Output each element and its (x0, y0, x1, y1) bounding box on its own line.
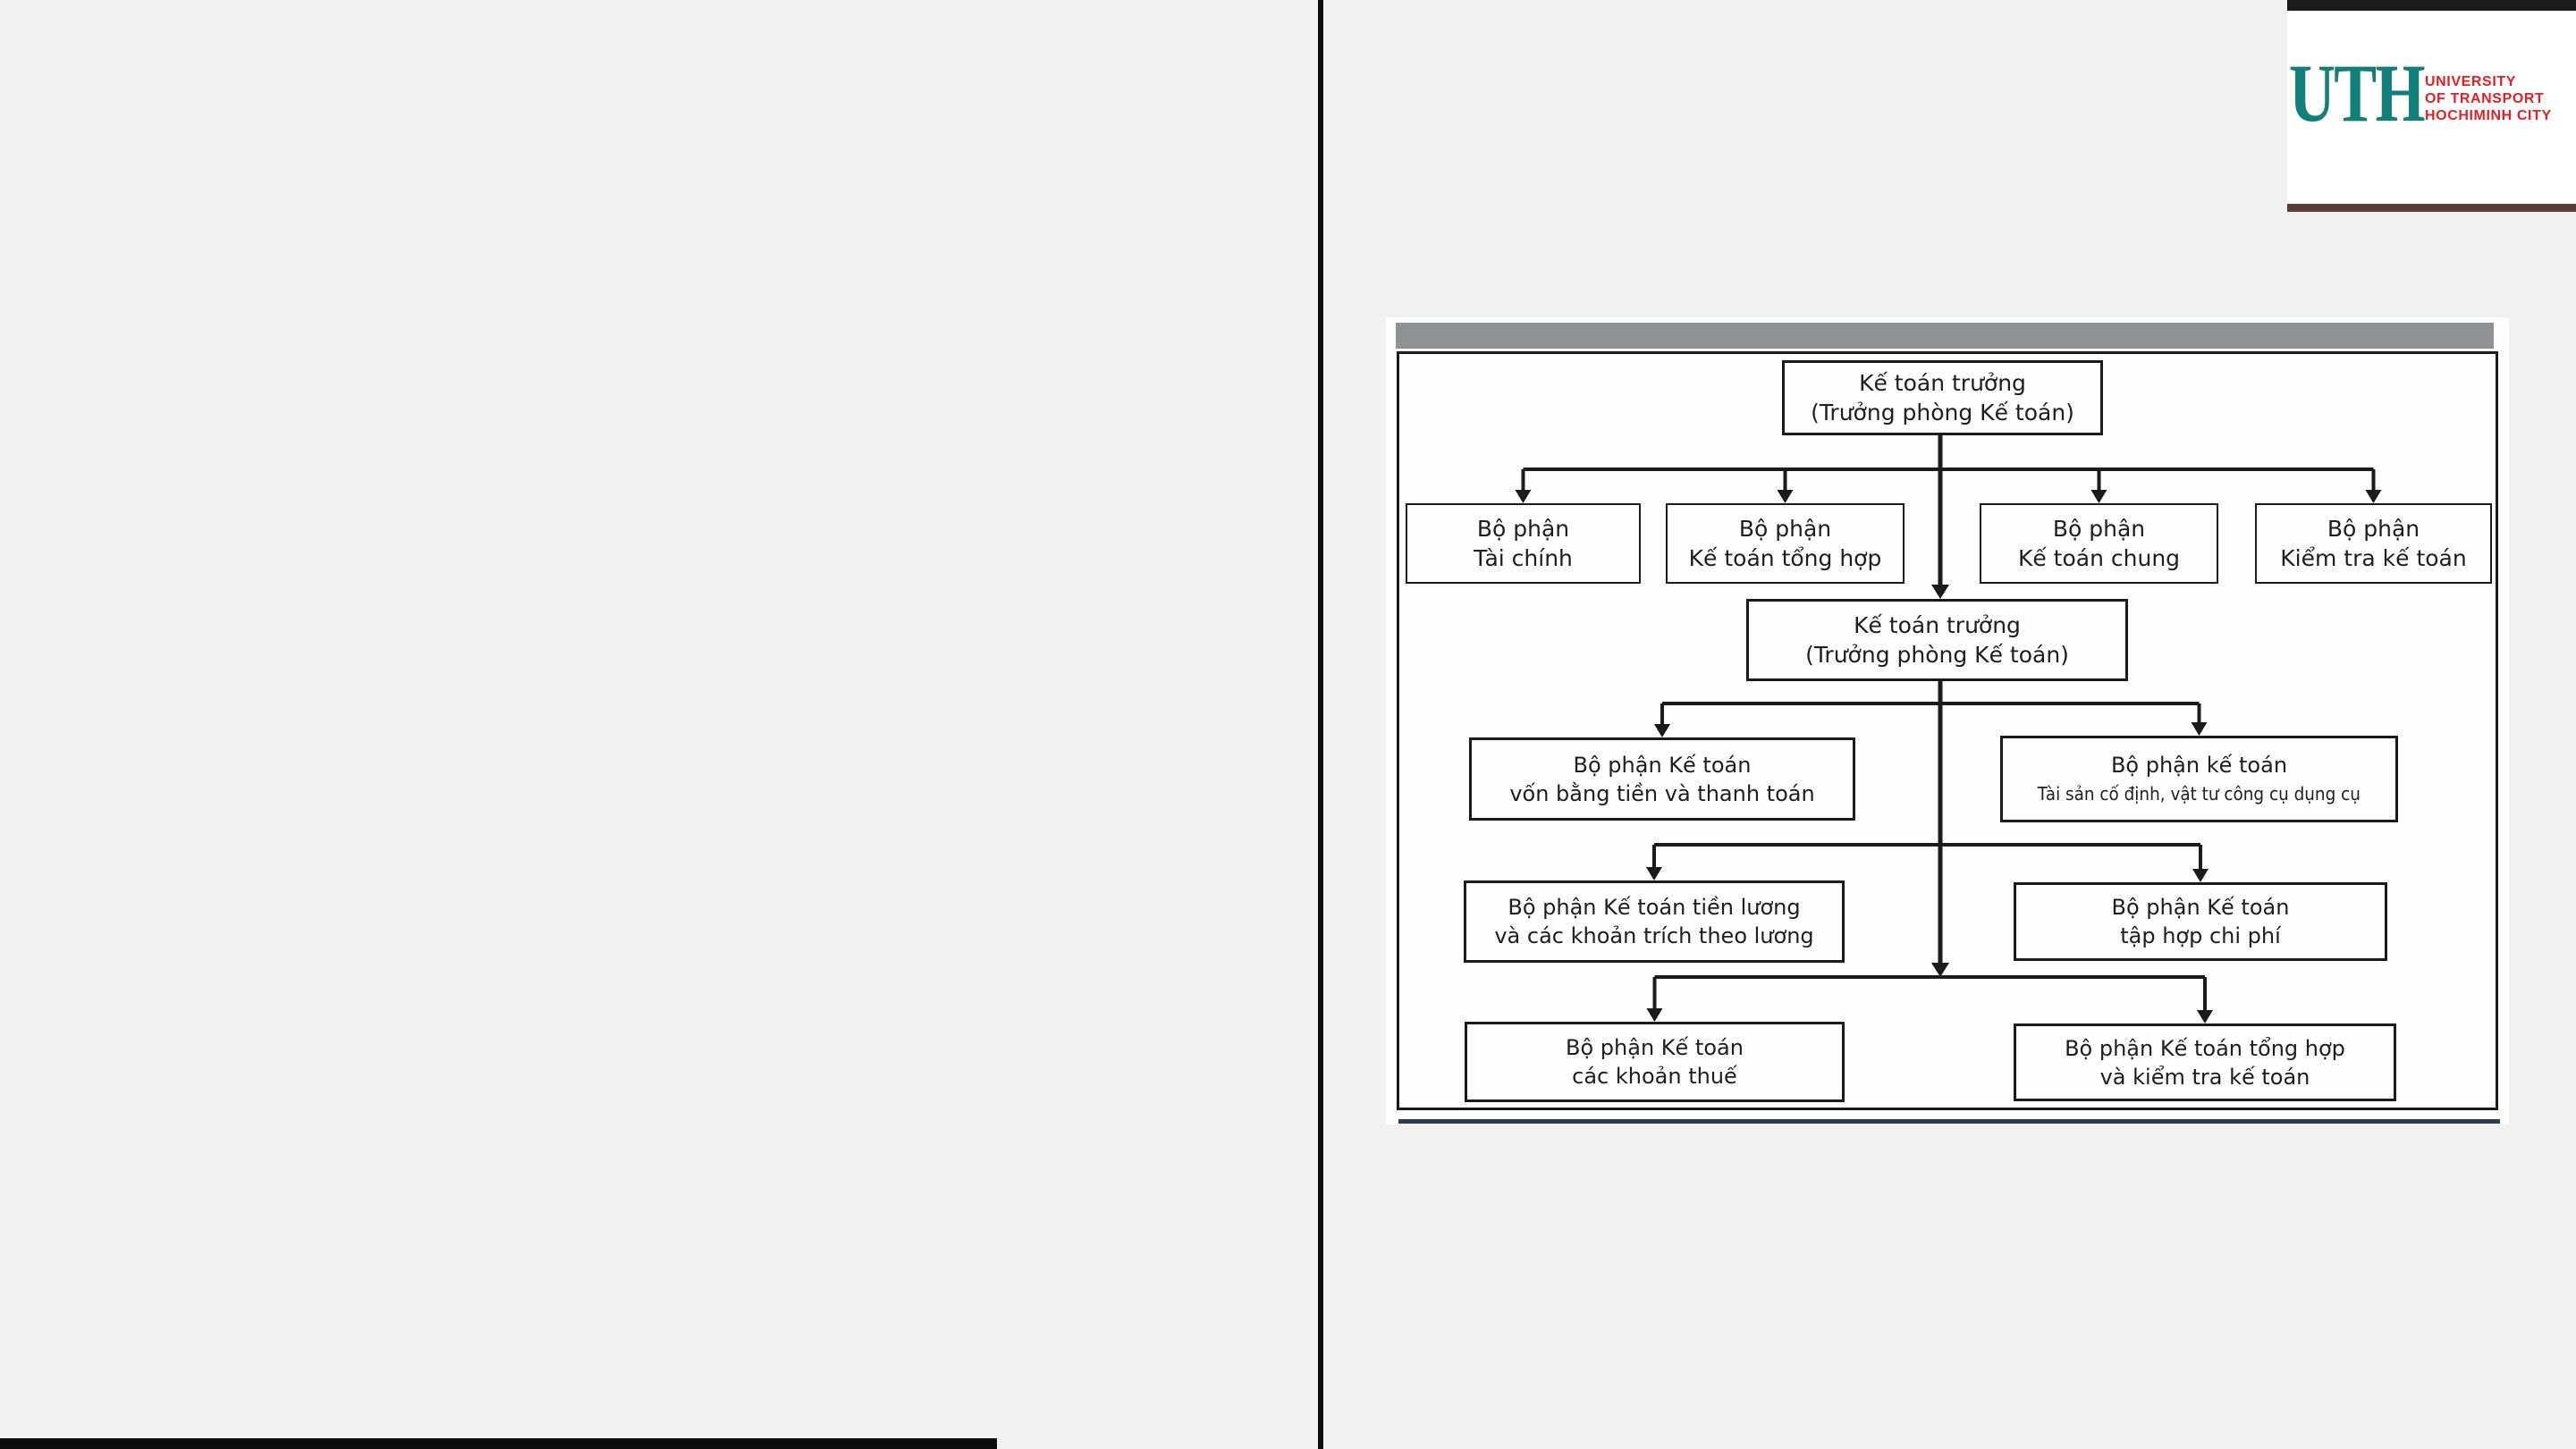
node-label: Bộ phận Kế toán tổng hợp (2065, 1035, 2345, 1061)
node-label: Bộ phận (1476, 516, 1570, 542)
logo-bottom-edge (2287, 204, 2576, 212)
node-label: tập hợp chi phí (2120, 923, 2281, 948)
node-label: Bộ phận Kế toán (1573, 752, 1752, 778)
node-label: Bộ phận kế toán (2110, 752, 2288, 778)
logo-text-line: OF TRANSPORT (2425, 91, 2545, 106)
logo-top-edge (2287, 0, 2576, 11)
logo-text-line: UNIVERSITY (2425, 74, 2517, 89)
node-label: và kiểm tra kế toán (2099, 1064, 2310, 1090)
bottom-left-black-bar (0, 1438, 997, 1449)
org-node-fixed-assets (2000, 736, 2398, 822)
uth-logo-acronym: UTH (2289, 47, 2424, 139)
node-label: Bộ phận (1738, 516, 1832, 542)
org-node-taxes (1465, 1022, 1845, 1102)
node-label: (Trưởng phòng Kế toán) (1811, 400, 2074, 425)
connector-lines (1399, 354, 2496, 1108)
node-label: (Trưởng phòng Kế toán) (1805, 642, 2069, 668)
node-label: Bộ phận (2052, 516, 2146, 542)
org-node-root2 (1746, 599, 2128, 681)
logo-text-line: HOCHIMINH CITY (2425, 108, 2552, 123)
chart-header-bar (1396, 323, 2494, 349)
org-node-payroll (1464, 880, 1845, 963)
org-node-general-audit (2014, 1024, 2396, 1101)
org-node-root1 (1782, 360, 2103, 435)
node-label: Bộ phận Kế toán (1566, 1035, 1744, 1060)
node-label: Bộ phận Kế toán tiền lương (1508, 895, 1801, 920)
org-node-finance (1406, 503, 1641, 584)
node-label: vốn bằng tiền và thanh toán (1509, 780, 1815, 806)
org-chart-panel (1397, 351, 2498, 1110)
uth-logo-text (2425, 73, 2552, 124)
org-chart-figure (1386, 317, 2509, 1125)
org-node-cash (1469, 737, 1855, 821)
node-label: Kế toán tổng hợp (1688, 545, 1882, 571)
chart-bottom-edge (1398, 1119, 2500, 1124)
node-label: Tài chính (1474, 545, 1573, 571)
node-label: Bộ phận (2327, 516, 2420, 542)
org-node-audit (2255, 503, 2492, 584)
node-label: các khoản thuế (1572, 1064, 1737, 1089)
org-node-costs (2014, 882, 2387, 961)
node-label: Bộ phận Kế toán (2111, 895, 2290, 920)
vertical-divider (1318, 0, 1323, 1449)
node-label: Kiểm tra kế toán (2280, 545, 2467, 571)
node-label: và các khoản trích theo lương (1494, 923, 1814, 948)
node-label: Kế toán chung (2017, 545, 2181, 571)
org-node-general (1666, 503, 1905, 584)
node-label: Tài sản cố định, vật tư công cụ dụng cụ (2037, 782, 2361, 805)
node-label: Kế toán trưởng (1859, 370, 2026, 396)
node-label: Kế toán trưởng (1854, 612, 2021, 638)
org-node-common (1980, 503, 2218, 584)
